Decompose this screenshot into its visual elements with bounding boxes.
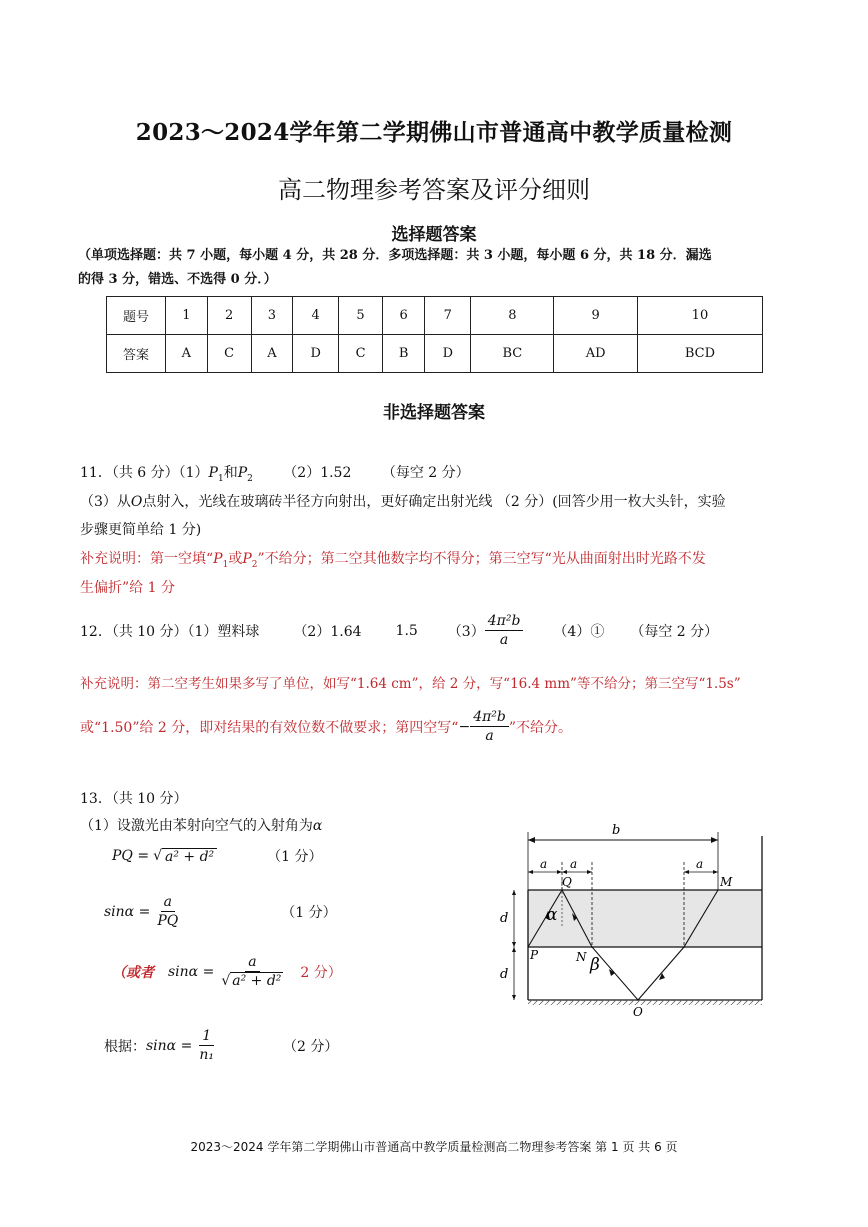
q13-eq4-prefix: 根据：	[104, 1038, 146, 1055]
q12-frac-num: 4π²b	[485, 612, 524, 631]
label-alpha: α	[546, 905, 558, 925]
page-footer: 2023～2024 学年第二学期佛山市普通高中教学质量检测高二物理参考答案 第 1 页 共 6 页	[190, 1140, 678, 1154]
q11-part-c: （每空 2 分）	[381, 465, 470, 481]
q13-eq3-num: a	[245, 953, 259, 972]
table-cell: 4	[293, 297, 339, 335]
q11-line2-b: 点射入，光线在玻璃砖半径方向射出，更好确定出射光线 （2 分）(回答少用一枚大头针，实验	[142, 494, 726, 510]
label-d2: d	[500, 967, 509, 982]
q12-supplement-line2: 或“1.50”给 2 分，即对结果的有效位数不做要求；第四空写“ − $\frac{\text{4π²b}}{a}$ ”不给分。	[80, 709, 573, 744]
table-cell: BCD	[637, 335, 762, 373]
table-cell: C	[207, 335, 251, 373]
q13-eq1: PQ = √ a² + d² （1 分）	[112, 848, 323, 865]
q13-eq2-points: （1 分）	[281, 904, 337, 921]
table-cell: BC	[471, 335, 554, 373]
table-cell: 8	[471, 297, 554, 335]
q11-supp-or: 或	[228, 551, 243, 567]
label-b: b	[612, 823, 621, 838]
q11-p1-sub: 1	[217, 473, 224, 484]
q13-eq4	[104, 1027, 338, 1064]
q13-eq1-lhs: PQ =	[112, 848, 150, 864]
nonchoice-heading: 非选择题答案	[383, 403, 485, 423]
q13-line1	[80, 815, 322, 835]
q12-part-c: 1.5	[395, 622, 418, 639]
q11-supp-p2-sub: 2	[251, 559, 258, 570]
choice-note-line1: （单项选择题：共 7 小题，每小题 4 分，共 28 分．多项选择题：共 3 小题，每小题 6 分，共 18 分．漏选	[78, 248, 712, 263]
q13-eq1-points: （1 分）	[267, 849, 323, 865]
choice-note	[78, 244, 794, 292]
benzene-layer	[528, 890, 762, 947]
q11-supp-p1: P	[213, 551, 223, 567]
q13-alpha: α	[312, 818, 323, 834]
table-cell: 10	[637, 297, 762, 335]
q13-eq3-den-radicand: a² + d²	[232, 973, 282, 989]
q12-fraction	[485, 612, 524, 649]
label-a1: a	[540, 857, 548, 871]
q11-line1	[80, 462, 470, 484]
label-a2: a	[570, 857, 578, 871]
q11-supplement-line2: 生偏折”给 1 分	[80, 580, 175, 596]
q13-eq4-den: n₁	[199, 1047, 214, 1063]
q11-p2: P	[237, 465, 248, 481]
table-cell: D	[293, 335, 339, 373]
row-label-number: 题号	[107, 297, 166, 335]
table-cell: C	[339, 335, 383, 373]
q12-frac-den: a	[499, 632, 509, 648]
q12-supplement-line1: 补充说明：第二空考生如果多写了单位，如写“1.64 cm”，给 2 分，写“16.4 mm”等不给分；第三空写“1.5s”	[80, 676, 741, 692]
table-cell: A	[251, 335, 293, 373]
q13-optics-figure	[492, 818, 782, 1020]
q13-line1-text: （1）设激光由苯射向空气的入射角为	[80, 818, 313, 834]
label-M: M	[720, 875, 733, 889]
table-cell: B	[383, 335, 425, 373]
q11-supplement-line1	[80, 548, 706, 570]
q12-supp-frac-den: a	[485, 728, 494, 744]
q13-eq3-lhs: sinα =	[168, 963, 215, 980]
table-cell: 3	[251, 297, 293, 335]
page-subtitle: 高二物理参考答案及评分细则	[278, 176, 590, 204]
q13-eq1-rhs: a² + d²	[162, 848, 217, 865]
row-label-answer: 答案	[107, 335, 166, 373]
q13-eq2-fraction	[154, 893, 181, 930]
q12-part-a: 12．（共 10 分）（1）塑料球	[80, 623, 260, 640]
table-cell: 7	[425, 297, 471, 335]
table-cell: 9	[554, 297, 637, 335]
q11-line3: 步骤更简单给 1 分)	[80, 522, 202, 538]
q13-eq3-prefix: （或者	[112, 964, 154, 981]
q12-line	[80, 612, 718, 649]
table-cell: 6	[383, 297, 425, 335]
q13-eq3-fraction	[218, 953, 286, 990]
q11-part-b: （2）1.52	[283, 465, 352, 481]
q13-eq4-points: （2 分）	[282, 1038, 339, 1055]
q12-part-f: （每空 2 分）	[630, 623, 719, 640]
q11-line2-a: （3）从	[80, 494, 131, 510]
table-cell: 5	[339, 297, 383, 335]
q13-eq3-points: 2 分）	[300, 964, 342, 981]
table-row-answers	[107, 335, 763, 373]
label-a3: a	[696, 857, 704, 871]
q13-eq2-num: a	[161, 893, 175, 912]
q11-p2-sub: 2	[247, 473, 253, 484]
q13-eq2	[104, 893, 337, 930]
q13-eq3-den: √ a² + d²	[221, 973, 282, 989]
q13-eq4-fraction	[196, 1027, 217, 1064]
q11-supp-p1-sub: 1	[222, 559, 229, 570]
q12-supp-frac-num: 4π²b	[470, 708, 509, 727]
answer-table	[106, 296, 763, 373]
q12-supp2-a: 或“1.50”给 2 分，即对结果的有效位数不做要求；第四空写“	[80, 719, 459, 736]
table-cell: D	[425, 335, 471, 373]
q13-eq3	[112, 953, 342, 990]
q12-part-d: （3）	[447, 623, 485, 640]
q12-part-b: （2）1.64	[293, 623, 362, 640]
q13-eq2-lhs: sinα =	[104, 903, 151, 920]
table-row-numbers	[107, 297, 763, 335]
bottom-hatch	[528, 1000, 762, 1005]
label-d1: d	[500, 911, 509, 926]
q12-supp-fraction	[470, 708, 509, 745]
q13-eq2-den: PQ	[157, 913, 179, 929]
q13-eq4-num: 1	[199, 1027, 214, 1046]
label-Q: Q	[562, 875, 572, 889]
label-P: P	[530, 948, 539, 962]
q11-supp-p2: P	[242, 551, 252, 567]
q11-p1: P	[208, 465, 218, 481]
q13-eq4-lhs: sinα =	[146, 1037, 193, 1054]
q11-and: 和	[223, 465, 238, 481]
choice-note-line2: 的得 3 分，错选、不选得 0 分．）	[78, 272, 277, 287]
table-cell: 1	[166, 297, 208, 335]
q11-supp-b: ”不给分；第二空其他数字均不得分；第三空写“光从曲面射出时光路不发	[257, 551, 706, 567]
q11-line2	[80, 491, 726, 511]
table-cell: 2	[207, 297, 251, 335]
q11-supp-a: 补充说明：第一空填“	[80, 551, 214, 567]
page-title: 2023～2024学年第二学期佛山市普通高中教学质量检测	[135, 119, 733, 146]
label-N: N	[576, 950, 587, 964]
label-beta: β	[590, 955, 600, 975]
choice-heading: 选择题答案	[391, 225, 477, 245]
q11-part-a: 11．（共 6 分）（1）	[80, 465, 209, 481]
q13-head: 13．（共 10 分）	[80, 791, 188, 807]
q12-part-e: （4）①	[553, 623, 605, 640]
q12-supp2-b: ”不给分。	[508, 719, 573, 736]
table-cell: AD	[554, 335, 637, 373]
label-O: O	[633, 1005, 643, 1019]
table-cell: A	[166, 335, 208, 373]
q11-o: O	[130, 494, 143, 510]
